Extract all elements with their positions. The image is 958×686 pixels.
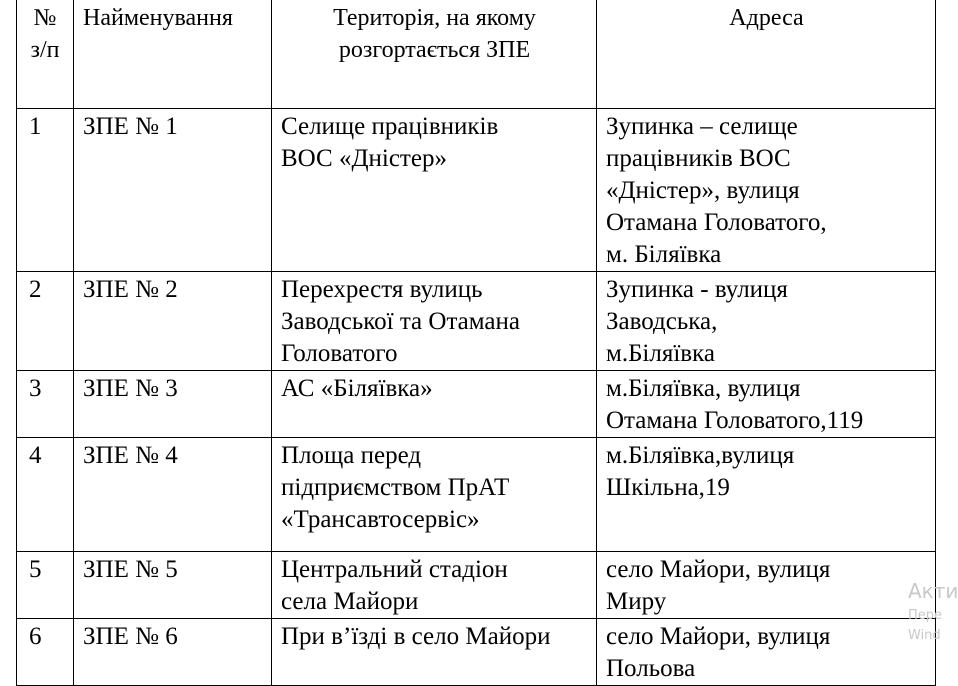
header-name: Найменування xyxy=(74,0,272,108)
row-number: 5 xyxy=(17,551,74,618)
row-address: село Майори, вулиця Польова xyxy=(597,618,936,685)
row-territory: При в’їзді в село Майори xyxy=(272,618,597,685)
row-territory: Площа перед підприємством ПрАТ «Трансавтосервіс» xyxy=(272,437,597,551)
watermark-line-3: Wind xyxy=(908,628,941,643)
header-address: Адреса xyxy=(597,0,936,108)
row-name: ЗПЕ № 3 xyxy=(74,370,272,437)
row-name: ЗПЕ № 5 xyxy=(74,551,272,618)
table-row xyxy=(17,370,936,437)
table-row xyxy=(17,108,936,271)
row-name: ЗПЕ № 6 xyxy=(74,618,272,685)
watermark-line-1: Акти xyxy=(908,579,958,603)
row-number: 2 xyxy=(17,271,74,370)
header-territory: Територія, на якому розгортається ЗПЕ xyxy=(272,0,597,108)
row-address: м.Біляївка,вулиця Шкільна,19 xyxy=(597,437,936,551)
zpe-table xyxy=(16,0,936,686)
table-row xyxy=(17,551,936,618)
row-number: 3 xyxy=(17,370,74,437)
row-address: село Майори, вулиця Миру xyxy=(597,551,936,618)
row-number: 4 xyxy=(17,437,74,551)
row-address: Зупинка - вулиця Заводська, м.Біляївка xyxy=(597,271,936,370)
row-name: ЗПЕ № 2 xyxy=(74,271,272,370)
table-row xyxy=(17,271,936,370)
watermark-line-2: Пере xyxy=(908,608,943,623)
row-number: 1 xyxy=(17,108,74,271)
row-territory: АС «Біляївка» xyxy=(272,370,597,437)
row-name: ЗПЕ № 1 xyxy=(74,108,272,271)
row-address: м.Біляївка, вулиця Отамана Головатого,119 xyxy=(597,370,936,437)
row-name: ЗПЕ № 4 xyxy=(74,437,272,551)
table-row xyxy=(17,618,936,685)
table-row xyxy=(17,437,936,551)
row-territory: Центральний стадіон села Майори xyxy=(272,551,597,618)
row-number: 6 xyxy=(17,618,74,685)
header-number: № з/п xyxy=(17,0,74,108)
activation-watermark xyxy=(908,576,958,646)
row-territory: Селище працівників ВОС «Дністер» xyxy=(272,108,597,271)
row-address: Зупинка – селище працівників ВОС «Дністер», вулиця Отамана Головатого, м. Біляївка xyxy=(597,108,936,271)
row-territory: Перехрестя вулиць Заводської та Отамана Головатого xyxy=(272,271,597,370)
table-header-row xyxy=(17,0,936,108)
